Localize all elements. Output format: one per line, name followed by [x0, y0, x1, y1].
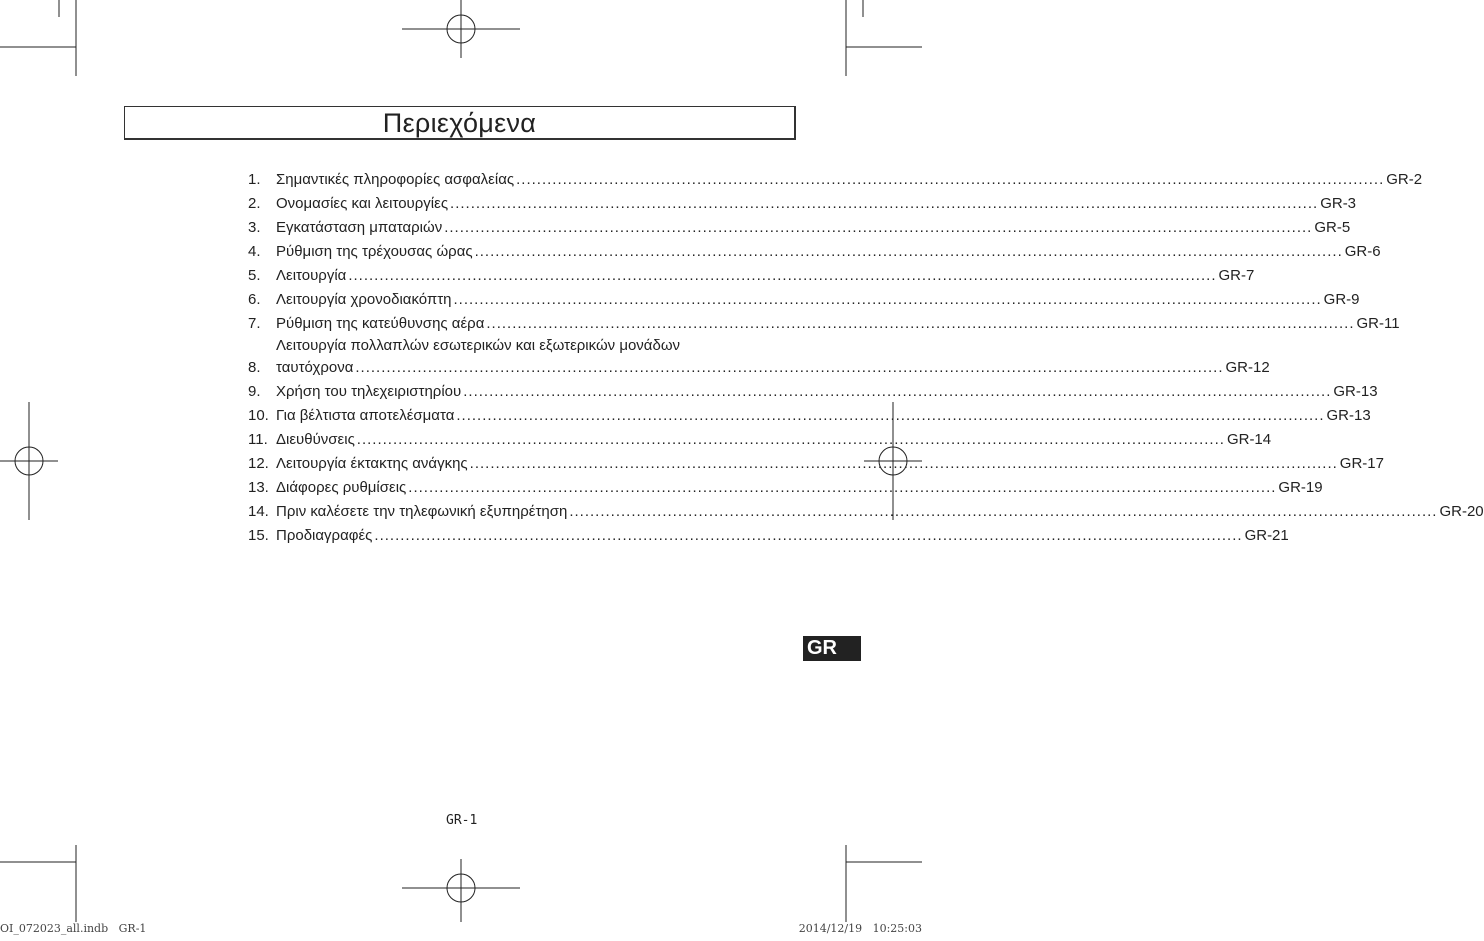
toc-entry-title: Λειτουργία πολλαπλών εσωτερικών και εξωτερικών μονάδων — [276, 337, 681, 354]
toc-entry-page: GR-20 — [1439, 503, 1484, 520]
toc-leader-dots — [470, 452, 1338, 476]
toc-entry-page: GR-12 — [1225, 359, 1270, 376]
toc-entry-number: 15. — [248, 527, 269, 544]
footer-file-info: OI_072023_all.indb GR-1 — [0, 922, 147, 935]
toc-entry-title: Ρύθμιση της κατεύθυνσης αέρα — [276, 315, 485, 332]
toc-leader-dots — [355, 356, 1223, 380]
toc-entry[interactable] — [248, 192, 1357, 216]
toc-entry[interactable] — [248, 168, 1423, 192]
toc-entry-page: GR-17 — [1339, 455, 1384, 472]
toc-entry-number: 13. — [248, 479, 269, 496]
toc-leader-dots — [516, 168, 1384, 192]
toc-entry-number: 2. — [248, 195, 261, 212]
toc-entry-title: Λειτουργία χρονοδιακόπτη — [276, 291, 452, 308]
toc-entry-title: Διευθύνσεις — [276, 431, 355, 448]
language-tab: GR — [803, 636, 861, 661]
page-title-box — [124, 106, 796, 140]
toc-entry-number: 14. — [248, 503, 269, 520]
toc-entry-page: GR-3 — [1320, 195, 1357, 212]
toc-entry-page: GR-7 — [1218, 267, 1255, 284]
footer-timestamp: 2014/12/19 10:25:03 — [798, 922, 922, 935]
toc-entry-title: Ρύθμιση της τρέχουσας ώρας — [276, 243, 473, 260]
toc-entry-title-continued: ταυτόχρονα — [276, 359, 354, 376]
toc-entry[interactable] — [248, 524, 1289, 548]
toc-entry-title: Πριν καλέσετε την τηλεφωνική εξυπηρέτηση — [276, 503, 568, 520]
toc-leader-dots — [569, 500, 1437, 524]
toc-entry-page: GR-13 — [1326, 407, 1371, 424]
toc-leader-dots — [357, 428, 1225, 452]
toc-leader-dots — [456, 404, 1324, 428]
toc-leader-dots — [475, 240, 1343, 264]
toc-entry-page: GR-13 — [1333, 383, 1378, 400]
page-number: GR-1 — [446, 813, 478, 828]
toc-entry[interactable] — [248, 288, 1360, 312]
toc-entry[interactable] — [248, 428, 1272, 452]
toc-entry[interactable] — [248, 476, 1323, 500]
toc-entry-title: Εγκατάσταση μπαταριών — [276, 219, 443, 236]
toc-entry-title: Διάφορες ρυθμίσεις — [276, 479, 407, 496]
toc-entry-title: Λειτουργία έκτακτης ανάγκης — [276, 455, 468, 472]
toc-entry-page: GR-9 — [1323, 291, 1360, 308]
toc-entry-page: GR-6 — [1344, 243, 1381, 260]
toc-leader-dots — [374, 524, 1242, 548]
toc-leader-dots — [348, 264, 1216, 288]
toc-entry-title: Ονομασίες και λειτουργίες — [276, 195, 449, 212]
toc-entry-page: GR-19 — [1278, 479, 1323, 496]
toc-entry-title: Λειτουργία — [276, 267, 347, 284]
toc-leader-dots — [450, 192, 1318, 216]
toc-entry-page: GR-2 — [1386, 171, 1423, 188]
toc-entry-number: 8. — [248, 359, 261, 376]
page-title: Περιεχόμενα — [382, 108, 537, 138]
toc-leader-dots — [408, 476, 1276, 500]
toc-entry-title: Για βέλτιστα αποτελέσματα — [276, 407, 455, 424]
toc-entry[interactable] — [248, 240, 1381, 264]
toc-entry-number: 11. — [248, 431, 268, 448]
toc-leader-dots — [486, 312, 1354, 336]
toc-entry[interactable] — [248, 380, 1378, 404]
toc-entry[interactable] — [248, 404, 1371, 428]
toc-leader-dots — [444, 216, 1312, 240]
toc-entry[interactable] — [248, 500, 1484, 524]
toc-entry[interactable] — [248, 452, 1384, 476]
toc-entry[interactable] — [248, 336, 1270, 380]
toc-entry-number: 5. — [248, 267, 261, 284]
toc-entry-page: GR-14 — [1226, 431, 1272, 448]
toc-entry-number: 10. — [248, 407, 269, 424]
toc-leader-dots — [463, 380, 1331, 404]
toc-entry-number: 4. — [248, 243, 261, 260]
toc-entry[interactable] — [248, 216, 1351, 240]
toc-entry-title: Χρήση του τηλεχειριστηρίου — [276, 383, 462, 400]
toc-entry-page: GR-5 — [1314, 219, 1351, 236]
toc-entry-page: GR-11 — [1356, 315, 1400, 332]
toc-entry-title: Σημαντικές πληροφορίες ασφαλείας — [276, 171, 515, 188]
toc-entry-number: 1. — [248, 171, 261, 188]
toc-entry-number: 12. — [248, 455, 269, 472]
toc-entry-number: 9. — [248, 383, 261, 400]
toc-entry[interactable] — [248, 312, 1400, 336]
toc-entry-number: 7. — [248, 315, 261, 332]
toc-entry-page: GR-21 — [1244, 527, 1289, 544]
toc-entry-title: Προδιαγραφές — [276, 527, 373, 544]
table-of-contents — [248, 168, 1484, 548]
toc-entry-number: 6. — [248, 291, 261, 308]
toc-entry-number: 3. — [248, 219, 261, 236]
toc-entry[interactable] — [248, 264, 1255, 288]
toc-leader-dots — [454, 288, 1322, 312]
